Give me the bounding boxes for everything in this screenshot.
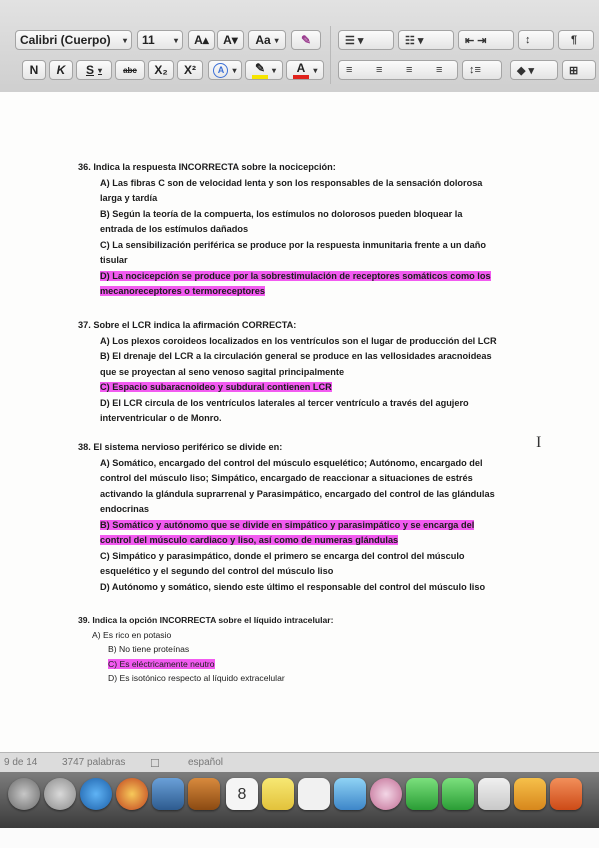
answer-option-line	[78, 487, 495, 503]
status-bar	[0, 752, 599, 773]
line-spacing-button[interactable]	[462, 60, 502, 80]
chevron-down-icon: ▾	[98, 65, 103, 75]
question-38	[78, 440, 495, 595]
underline-button[interactable]	[76, 60, 112, 80]
answer-option-line	[78, 628, 333, 643]
grow-font-button[interactable]	[188, 30, 215, 50]
paragraph-marks-button[interactable]	[558, 30, 594, 50]
highlighted-answer-text: D) La nocicepción se produce por la sobrestimulación de receptores somáticos como los	[100, 270, 491, 281]
answer-option-line	[78, 580, 495, 596]
answer-option-line	[78, 380, 497, 396]
highlighted-answer-text: C) Espacio subaracnoideo y subdural contienen LCR	[100, 382, 332, 392]
italic-button[interactable]	[49, 60, 73, 80]
align-right-icon[interactable]: ≡	[406, 64, 413, 76]
text-effects-icon: A	[213, 63, 228, 78]
answer-option-line	[78, 642, 333, 657]
answer-text: B) No tiene proteínas	[108, 644, 190, 654]
strikethrough-label: abc	[123, 65, 137, 75]
answer-option-line	[78, 238, 491, 254]
siri-icon[interactable]	[8, 778, 40, 810]
eraser-icon: ✎	[300, 33, 312, 47]
superscript-button[interactable]	[177, 60, 203, 80]
chevron-down-icon: ▾	[173, 35, 178, 45]
answer-text: D) Autónomo y somático, siendo este último el responsable del control del músculo liso	[100, 581, 486, 592]
answer-option-line	[78, 564, 495, 580]
answer-text: esquelético y el segundo del control del músculo liso	[100, 566, 334, 576]
toolbar-divider	[330, 26, 331, 84]
answer-option-line	[78, 456, 495, 472]
answer-option-line	[78, 396, 497, 412]
shading-button[interactable]	[510, 60, 558, 80]
answer-text: larga y tardía	[100, 193, 158, 203]
superscript-label: X²	[184, 63, 196, 77]
question-stem: 38. El sistema nervioso periférico se divide en:	[78, 442, 283, 452]
sort-icon: ↕	[525, 34, 531, 46]
dock	[0, 772, 599, 828]
indent-group[interactable]	[458, 30, 514, 50]
answer-text: entrada de los estímulos dañados	[100, 224, 249, 234]
safari-icon[interactable]	[80, 778, 112, 810]
answer-text: B) El drenaje del LCR a la circulación general se produce en las vellosidades aracnoideas	[100, 351, 492, 361]
paint-bucket-icon: ◆ ▾	[517, 65, 535, 77]
answer-text: D) El LCR circula de los ventrículos laterales al tercer ventrículo a través del agujero	[100, 397, 469, 408]
answer-option-line	[78, 549, 495, 565]
notes-icon[interactable]	[262, 778, 294, 810]
change-case-button[interactable]	[248, 30, 286, 50]
font-color-button[interactable]	[286, 60, 324, 80]
chevron-down-icon: ▾	[232, 65, 237, 75]
answer-text: D) Es isotónico respecto al líquido extracelular	[108, 673, 285, 683]
answer-text: A) Los plexos coroideos localizados en los ventrículos son el lugar de producción del LCR	[100, 335, 497, 346]
shrink-font-button[interactable]	[217, 30, 244, 50]
bold-label: N	[29, 63, 39, 77]
messages-icon[interactable]	[406, 778, 438, 810]
chevron-down-icon: ▾	[274, 35, 279, 45]
answer-option-line	[78, 334, 497, 350]
subscript-button[interactable]	[148, 60, 174, 80]
word-count[interactable]: 3747 palabras	[62, 757, 126, 768]
answer-text: B) Según la teoría de la compuerta, los estímulos no dolorosos pueden bloquear la	[100, 208, 463, 219]
bullets-button[interactable]	[338, 30, 394, 50]
answer-option-line	[78, 411, 497, 427]
keynote-icon[interactable]	[550, 778, 582, 810]
strikethrough-button[interactable]	[115, 60, 145, 80]
italic-label: K	[56, 63, 66, 77]
grow-font-label: A▴	[194, 33, 209, 47]
font-name-select[interactable]	[15, 30, 132, 50]
font-name-value: Calibri (Cuerpo)	[20, 33, 111, 47]
pilcrow-icon: ¶	[571, 34, 578, 46]
photo-margin	[0, 828, 599, 848]
chevron-down-icon: ▾	[313, 65, 318, 75]
language-indicator[interactable]: español	[188, 757, 224, 768]
question-stem: 37. Sobre el LCR indica la afirmación CORRECTA:	[78, 320, 297, 330]
launchpad-icon[interactable]	[44, 778, 76, 810]
photos-icon[interactable]	[370, 778, 402, 810]
sort-button[interactable]	[518, 30, 554, 50]
answer-text: tisular	[100, 255, 128, 265]
justify-icon[interactable]: ≡	[436, 64, 443, 76]
text-effects-button[interactable]	[208, 60, 242, 80]
question-39	[78, 613, 333, 686]
calendar-day: 8	[237, 786, 247, 803]
answer-option-line	[78, 518, 495, 534]
highlighted-answer-text: mecanoreceptores o termoreceptores	[100, 286, 265, 296]
bold-button[interactable]	[22, 60, 46, 80]
highlighted-answer-text: control del músculo cardiaco y liso, así como de numeras glándulas	[100, 535, 399, 545]
formatting-toolbar	[0, 0, 599, 93]
calendar-icon[interactable]	[226, 778, 258, 810]
highlighter-icon: ✎	[252, 61, 268, 79]
contacts-icon[interactable]	[188, 778, 220, 810]
answer-option-line	[78, 365, 497, 381]
preview-icon[interactable]	[152, 778, 184, 810]
answer-option-line	[78, 269, 491, 285]
answer-text: que se proyectan al seno venoso sagital principalmente	[100, 366, 345, 377]
subscript-label: X₂	[154, 63, 168, 77]
borders-icon: ⊞	[569, 65, 579, 77]
maps-icon[interactable]	[334, 778, 366, 810]
numbers-icon[interactable]	[514, 778, 546, 810]
font-size-select[interactable]	[137, 30, 183, 50]
answer-option-line	[78, 657, 333, 672]
align-center-icon[interactable]: ≡	[376, 64, 383, 76]
font-size-value: 11	[142, 33, 155, 47]
itunes-icon[interactable]	[478, 778, 510, 810]
answer-option-line	[78, 671, 333, 686]
answer-text: A) Somático, encargado del control del músculo esquelético; Autónomo, encargado del	[100, 457, 483, 468]
facetime-icon[interactable]	[442, 778, 474, 810]
answer-option-line	[78, 253, 491, 269]
page-count[interactable]: 9 de 14	[4, 757, 38, 768]
answer-option-line	[78, 222, 491, 238]
answer-option-line	[78, 191, 491, 207]
change-case-icon: Aa	[255, 33, 271, 47]
answer-text: A) Es rico en potasio	[92, 629, 172, 640]
answer-option-line	[78, 533, 495, 549]
answer-option-line	[78, 502, 495, 518]
answer-option-line	[78, 284, 491, 300]
answer-text: A) Las fibras C son de velocidad lenta y son los responsables de la sensación dolorosa	[100, 177, 483, 188]
answer-option-line	[78, 207, 491, 223]
answer-text: control del músculo liso; Simpático, encargado de reaccionar a situaciones de estrés	[100, 473, 473, 483]
highlighted-answer-text: C) Es eléctricamente neutro	[108, 658, 215, 669]
answer-option-line	[78, 349, 497, 365]
answer-option-line	[78, 471, 495, 487]
highlighted-answer-text: B) Somático y autónomo que se divide en simpático y parasimpático y se encarga del	[100, 519, 475, 530]
shrink-font-label: A▾	[223, 33, 238, 47]
text-cursor-icon: I	[536, 434, 542, 451]
alignment-group[interactable]	[338, 60, 458, 80]
question-stem: 39. Indica la opción INCORRECTA sobre el líquido intracelular:	[78, 615, 334, 625]
chevron-down-icon: ▾	[122, 35, 127, 45]
answer-text: activando la glándula suprarrenal y Parasimpático, encargado del control de las glándulas	[100, 488, 495, 499]
clear-formatting-button[interactable]	[291, 30, 321, 50]
proofing-icon[interactable]: ☐	[150, 758, 160, 770]
font-color-icon: A	[293, 61, 310, 79]
answer-text: C) Simpático y parasimpático, donde el primero se encarga del control del músculo	[100, 550, 465, 561]
numbering-button[interactable]	[398, 30, 454, 50]
borders-button[interactable]	[562, 60, 596, 80]
chrome-icon[interactable]	[116, 778, 148, 810]
chevron-down-icon: ▾	[272, 65, 277, 75]
line-spacing-icon: ↕≡	[469, 64, 481, 76]
question-36	[78, 160, 491, 300]
answer-text: C) La sensibilización periférica se produce por la respuesta inmunitaria frente a un daño	[100, 239, 486, 250]
highlight-color-button[interactable]	[245, 60, 283, 80]
answer-text: interventricular o de Monro.	[100, 413, 222, 423]
question-37	[78, 318, 497, 427]
reminders-icon[interactable]	[298, 778, 330, 810]
numbered-list-icon: ☷ ▾	[405, 35, 424, 47]
underline-label: S	[85, 63, 94, 77]
bullet-list-icon: ☰ ▾	[345, 35, 364, 47]
indent-icon: ⇤ ⇥	[465, 35, 487, 47]
answer-text: endocrinas	[100, 504, 150, 514]
document-page[interactable]	[0, 92, 599, 752]
align-left-icon[interactable]: ≡	[346, 64, 353, 76]
answer-option-line	[78, 176, 491, 192]
question-stem: 36. Indica la respuesta INCORRECTA sobre la nocicepción:	[78, 162, 336, 172]
